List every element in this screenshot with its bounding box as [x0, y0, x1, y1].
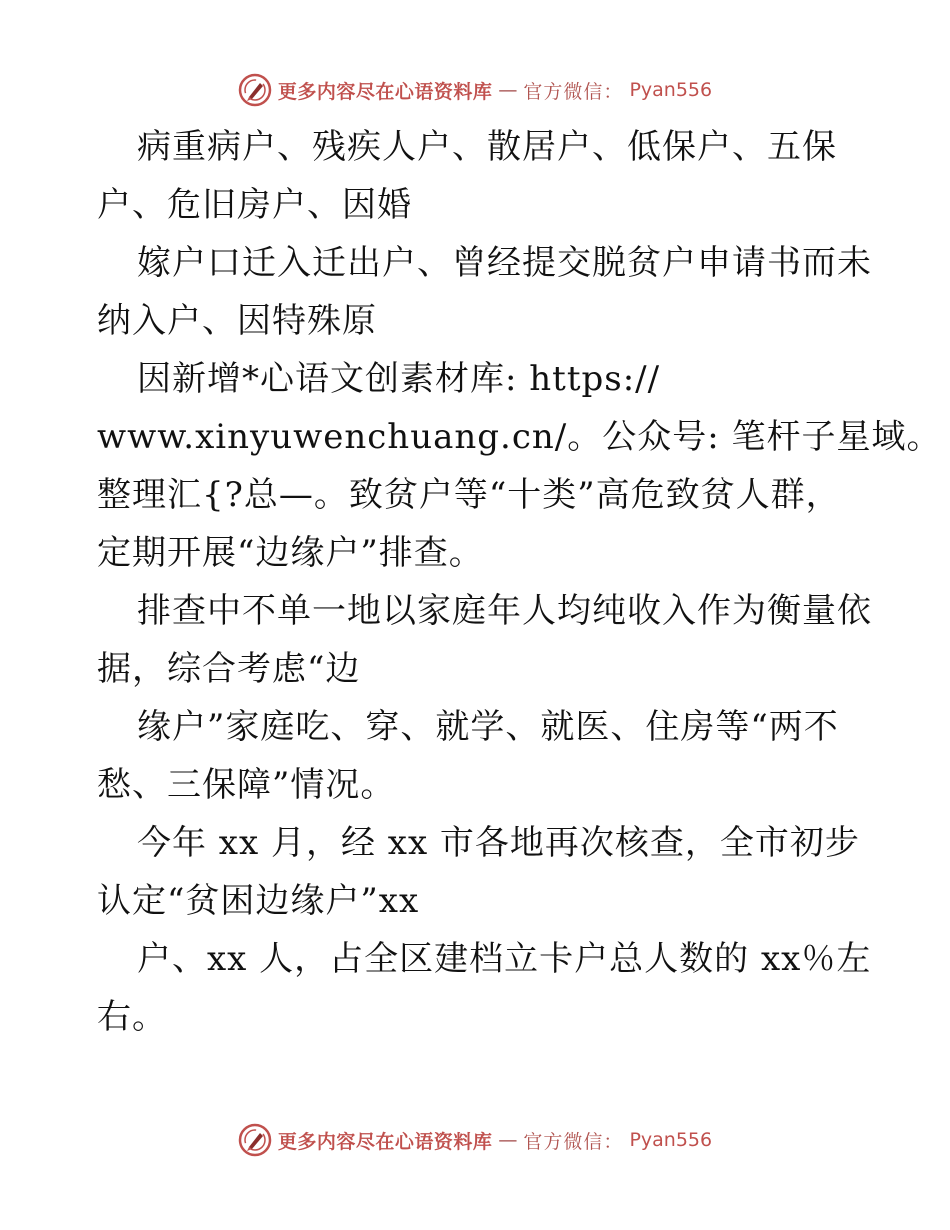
banner-text: 更多内容尽在心语资料库 [277, 1130, 493, 1153]
banner-text: 更多内容尽在心语资料库 [277, 80, 493, 103]
paragraph-line: 右。 [97, 997, 167, 1037]
paragraph-line: 排查中不单一地以家庭年人均纯收入作为衡量依 [137, 591, 872, 631]
paragraph-line: www.xinyuwenchuang.cn/。公众号: 笔杆子星域。 [97, 417, 942, 457]
paragraph-line: 今年 xx 月，经 xx 市各地再次核查，全市初步 [137, 823, 860, 863]
paragraph-line: 缘户”家庭吃、穿、就学、就医、住房等“两不 [137, 707, 839, 747]
banner-wechat-id: Pyan556 [629, 1129, 713, 1151]
paragraph-line: 因新增*心语文创素材库: https:// [137, 359, 661, 399]
banner-separator: — [498, 79, 518, 101]
paragraph-line: 整理汇{?总—。致贫户等“十类”高危致贫人群， [97, 475, 841, 515]
paragraph-line: 认定“贫困边缘户”xx [97, 881, 420, 921]
banner-wechat-label: 官方微信： [523, 1130, 624, 1153]
paragraph-line: 据，综合考虑“边 [97, 649, 361, 689]
paragraph-line: 愁、三保障”情况。 [97, 765, 396, 805]
paragraph-line: 定期开展“边缘户”排查。 [97, 533, 484, 573]
paragraph-line: 户、危旧房户、因婚 [97, 185, 412, 225]
banner-wechat-label: 官方微信： [523, 80, 624, 103]
paragraph-line: 嫁户口迁入迁出户、曾经提交脱贫户申请书而未 [137, 243, 872, 283]
pen-logo-icon [238, 1123, 272, 1157]
pen-logo-icon [238, 73, 272, 107]
banner-separator: — [498, 1129, 518, 1151]
header-watermark-banner [0, 70, 950, 110]
footer-watermark-banner [0, 1120, 950, 1160]
paragraph-line: 病重病户、残疾人户、散居户、低保户、五保 [137, 127, 837, 167]
banner-wechat-id: Pyan556 [629, 79, 713, 101]
paragraph-line: 纳入户、因特殊原 [97, 301, 377, 341]
document-body [97, 118, 942, 1046]
paragraph-line: 户、xx 人，占全区建档立卡户总人数的 xx％左 [137, 939, 872, 979]
